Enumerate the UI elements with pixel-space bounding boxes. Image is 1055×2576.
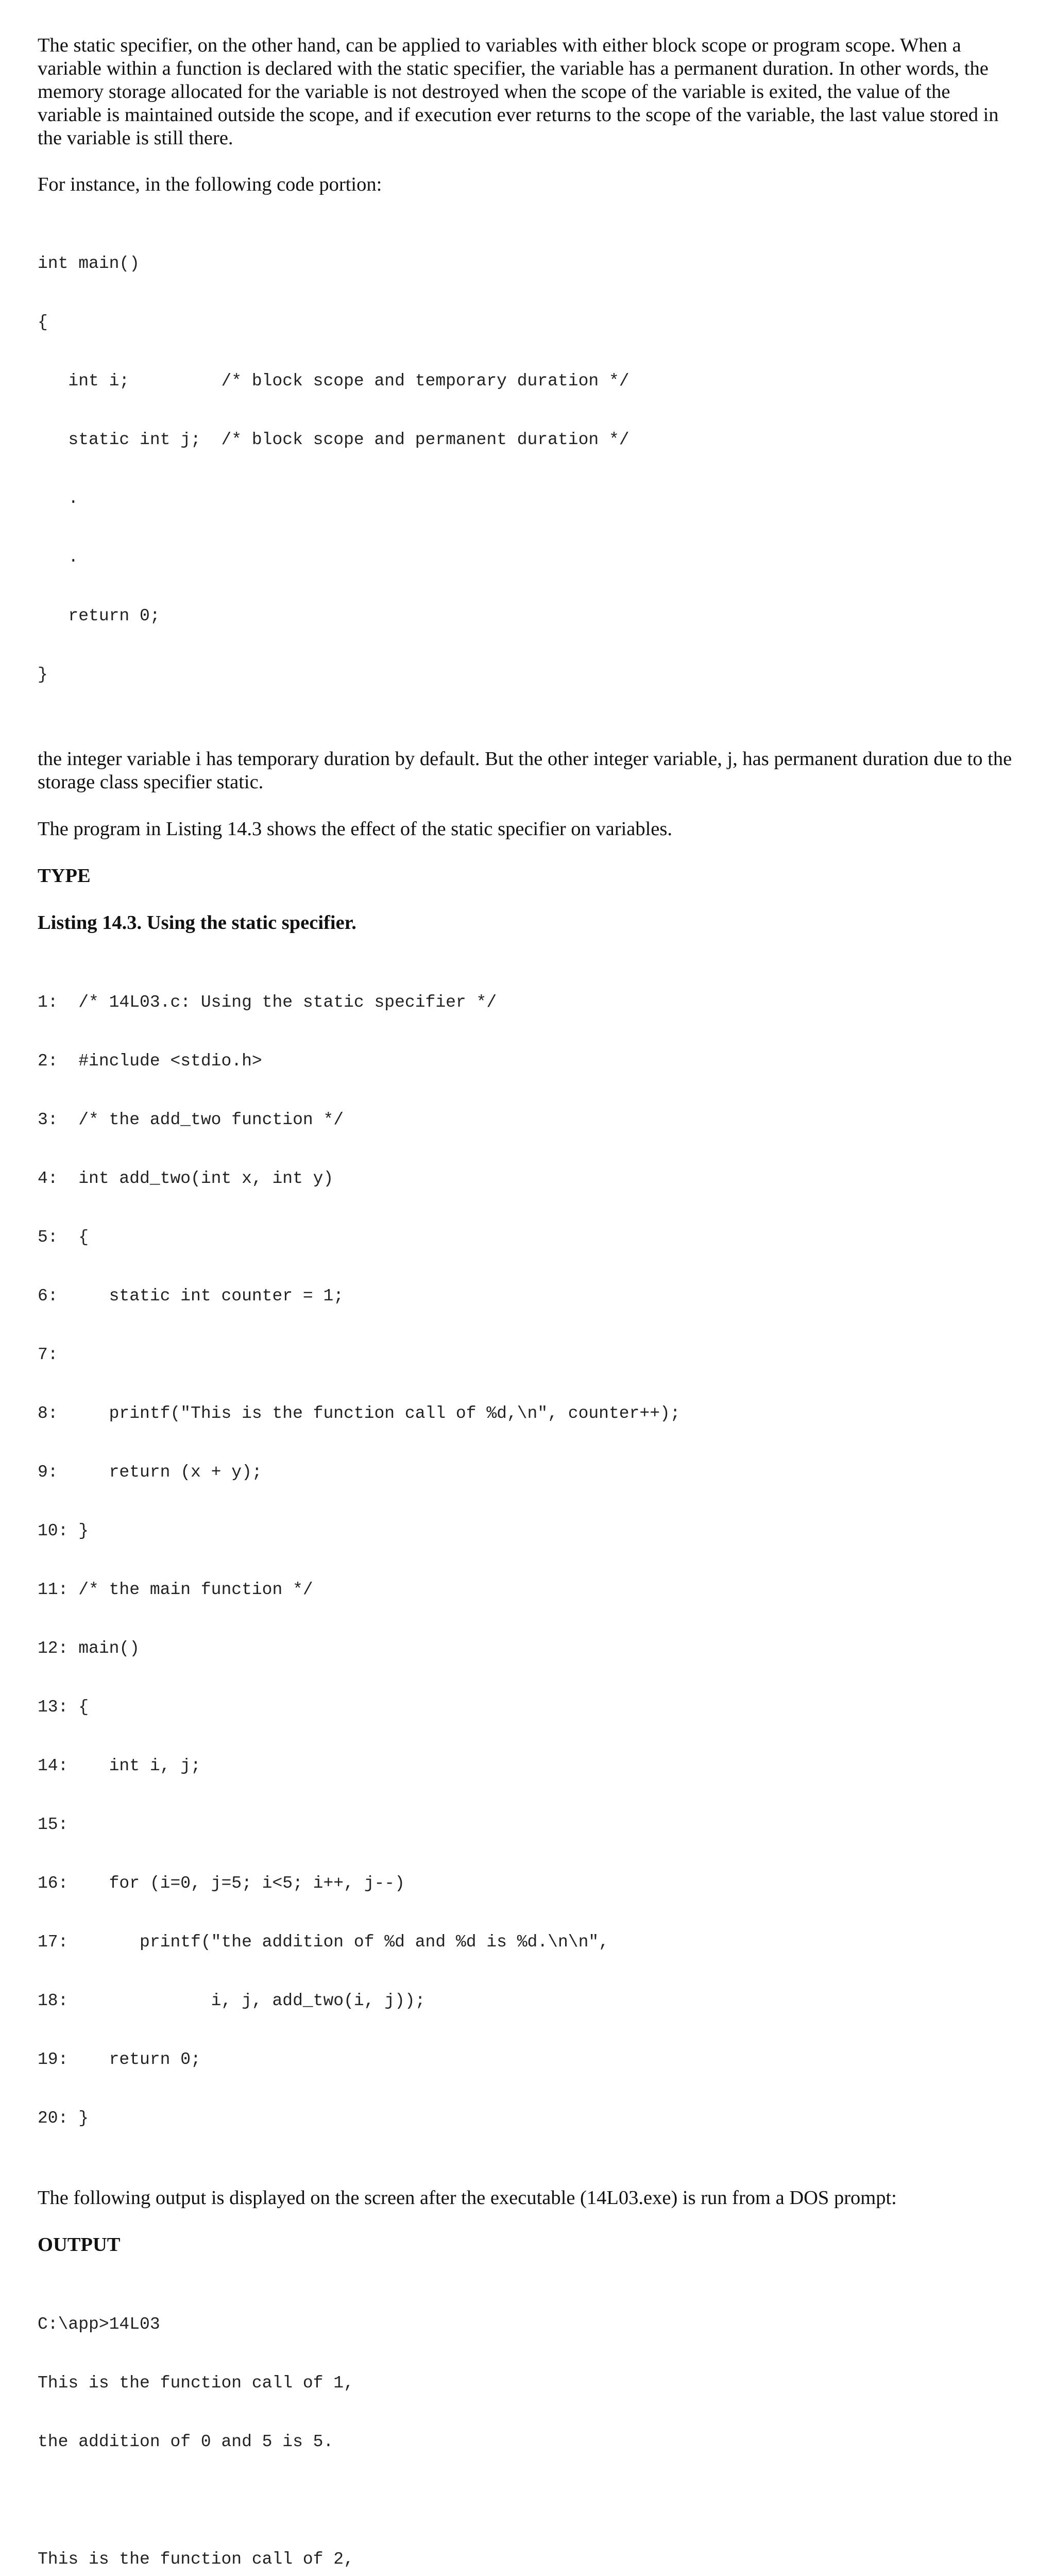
output-line: This is the function call of 1,	[38, 2374, 354, 2393]
code-line: int i; /* block scope and temporary duration */	[38, 371, 629, 391]
example-intro-paragraph: For instance, in the following code portion:	[38, 174, 382, 195]
code-line: static int j; /* block scope and permanent duration */	[38, 430, 629, 449]
listing-line: 8: printf("This is the function call of %d,\n", counter++);	[38, 1404, 680, 1423]
code-line: .	[38, 489, 79, 508]
intro-paragraph: The static specifier, on the other hand, can be applied to variables with either block scope or program scope. When a variable within a function is declared with the static specifier, the variable has a permanent duration. In other words, the memory storage allocated for the variable is not destroyed when the scope of the variable is exited, the value of the variable is maintained outside the scope, and if execution ever returns to the scope of the variable, the last value stored in the variable is still there.	[38, 35, 1004, 149]
listing-line: 9: return (x + y);	[38, 1463, 262, 1482]
listing-line: 17: printf("the addition of %d and %d is %d.\n\n",	[38, 1933, 609, 1952]
output-line: the addition of 0 and 5 is 5.	[38, 2432, 334, 2451]
listing-title: Listing 14.3. Using the static specifier.	[38, 912, 356, 934]
type-label: TYPE	[38, 865, 91, 887]
document-page	[38, 34, 1016, 2576]
listing-line: 6: static int counter = 1;	[38, 1286, 344, 1306]
listing-line: 1: /* 14L03.c: Using the static specifier */	[38, 993, 497, 1012]
output-line: This is the function call of 2,	[38, 2550, 354, 2569]
code-line: {	[38, 313, 48, 332]
listing-line: 16: for (i=0, j=5; i<5; i++, j--)	[38, 1874, 405, 1893]
code-line: return 0;	[38, 606, 160, 625]
code-line: int main()	[38, 254, 140, 273]
duration-explanation-paragraph: the integer variable i has temporary duration by default. But the other integer variable, j, has permanent duration due to the storage class specifier static.	[38, 748, 1017, 793]
listing-line: 19: return 0;	[38, 2050, 201, 2069]
program-output	[38, 2276, 1016, 2576]
listing-line: 10: }	[38, 1521, 89, 1540]
listing-line: 11: /* the main function */	[38, 1580, 313, 1599]
output-intro-paragraph: The following output is displayed on the screen after the executable (14L03.exe) is run from a DOS prompt:	[38, 2187, 897, 2209]
listing-line: 20: }	[38, 2109, 89, 2128]
code-line: }	[38, 665, 48, 684]
listing-line: 14: int i, j;	[38, 1756, 201, 1775]
listing-line: 13: {	[38, 1698, 89, 1717]
listing-line: 12: main()	[38, 1639, 140, 1658]
listing-line: 4: int add_two(int x, int y)	[38, 1169, 334, 1188]
listing-line: 18: i, j, add_two(i, j));	[38, 1991, 426, 2010]
listing-line: 15:	[38, 1815, 69, 1834]
output-label: OUTPUT	[38, 2234, 121, 2256]
listing-intro-paragraph: The program in Listing 14.3 shows the effect of the static specifier on variables.	[38, 818, 672, 840]
output-line: C:\app>14L03	[38, 2315, 160, 2334]
listing-line: 5: {	[38, 1228, 89, 1247]
code-snippet	[38, 215, 1016, 724]
listing-line: 2: #include <stdio.h>	[38, 1052, 262, 1071]
output-line	[38, 2491, 1016, 2511]
listing-line: 7:	[38, 1345, 58, 1364]
code-line: .	[38, 548, 79, 567]
listing-line: 3: /* the add_two function */	[38, 1110, 344, 1129]
code-listing	[38, 954, 1016, 2167]
